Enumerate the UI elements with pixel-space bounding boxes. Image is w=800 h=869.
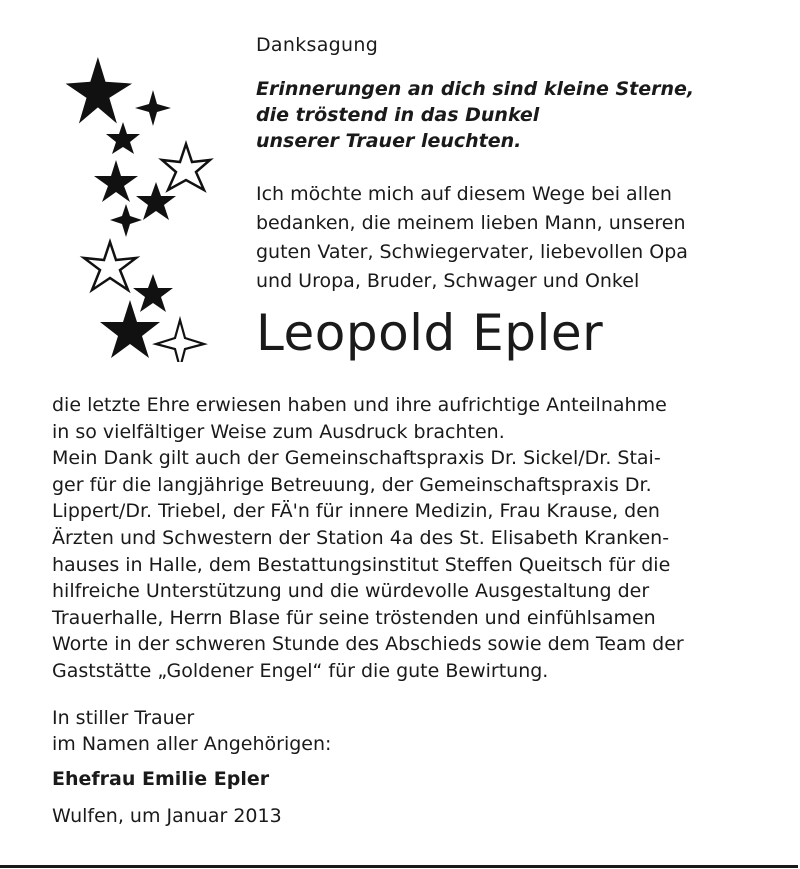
sparkle-icon (135, 90, 171, 126)
closing-line: im Namen aller Angehörigen: (52, 733, 332, 755)
body-line: die letzte Ehre erwiesen haben und ihre aufrichtige Anteilnahme (52, 394, 667, 416)
quote-line: unserer Trauer leuchten. (256, 130, 522, 152)
closing (52, 705, 331, 757)
body-line: Trauerhalle, Herrn Blase für seine tröstenden und einfühlsamen (52, 606, 656, 629)
body-line: Mein Dank gilt auch der Gemeinschaftspraxis Dr. Sickel/Dr. Stai- (52, 447, 661, 470)
quote-line: die tröstend in das Dunkel (256, 104, 540, 126)
deceased-name: Leopold Epler (256, 304, 604, 362)
signature: Ehefrau Emilie Epler (52, 768, 270, 790)
body-line: hauses in Halle, dem Bestattungsinstitut Steffen Queitsch für die (52, 553, 671, 576)
sparkle-outline-icon (156, 320, 204, 362)
body-line: Lippert/Dr. Triebel, der FÄ'n für innere Medizin, Frau Krause, den (52, 500, 660, 523)
star-icon (94, 160, 138, 202)
intro-text (256, 180, 756, 296)
quote-line: Erinnerungen an dich sind kleine Sterne, (256, 78, 695, 100)
star-icon (66, 57, 133, 124)
body-line: Worte in der schweren Stunde des Abschieds sowie dem Team der (52, 633, 684, 656)
star-outline-icon (84, 242, 136, 290)
body-line: in so vielfältiger Weise zum Ausdruck brachten. (52, 420, 505, 443)
intro-line: bedanken, die meinem lieben Mann, unseren (256, 212, 686, 234)
body-line: hilfreiche Unterstützung und die würdevolle Ausgestaltung der (52, 580, 650, 603)
body-line: Ärzten und Schwestern der Station 4a des St. Elisabeth Kranken- (52, 526, 670, 549)
place-date: Wulfen, um Januar 2013 (52, 805, 282, 827)
star-icon (100, 300, 160, 358)
body-text (52, 392, 750, 685)
intro-line: Ich möchte mich auf diesem Wege bei allen (256, 183, 672, 205)
star-icon (106, 122, 140, 154)
body-line: ger für die langjährige Betreuung, der Gemeinschaftspraxis Dr. (52, 473, 652, 496)
sparkle-icon (110, 204, 142, 237)
intro-line: und Uropa, Bruder, Schwager und Onkel (256, 270, 640, 292)
body-line: Gaststätte „Goldener Engel“ für die gute Bewirtung. (52, 659, 549, 682)
closing-line: In stiller Trauer (52, 707, 195, 729)
star-icon (133, 274, 173, 312)
quote (256, 76, 694, 154)
intro-line: guten Vater, Schwiegervater, liebevollen Opa (256, 241, 688, 263)
heading: Danksagung (256, 34, 379, 56)
star-outline-icon (162, 144, 210, 190)
stars-decoration (58, 52, 218, 362)
